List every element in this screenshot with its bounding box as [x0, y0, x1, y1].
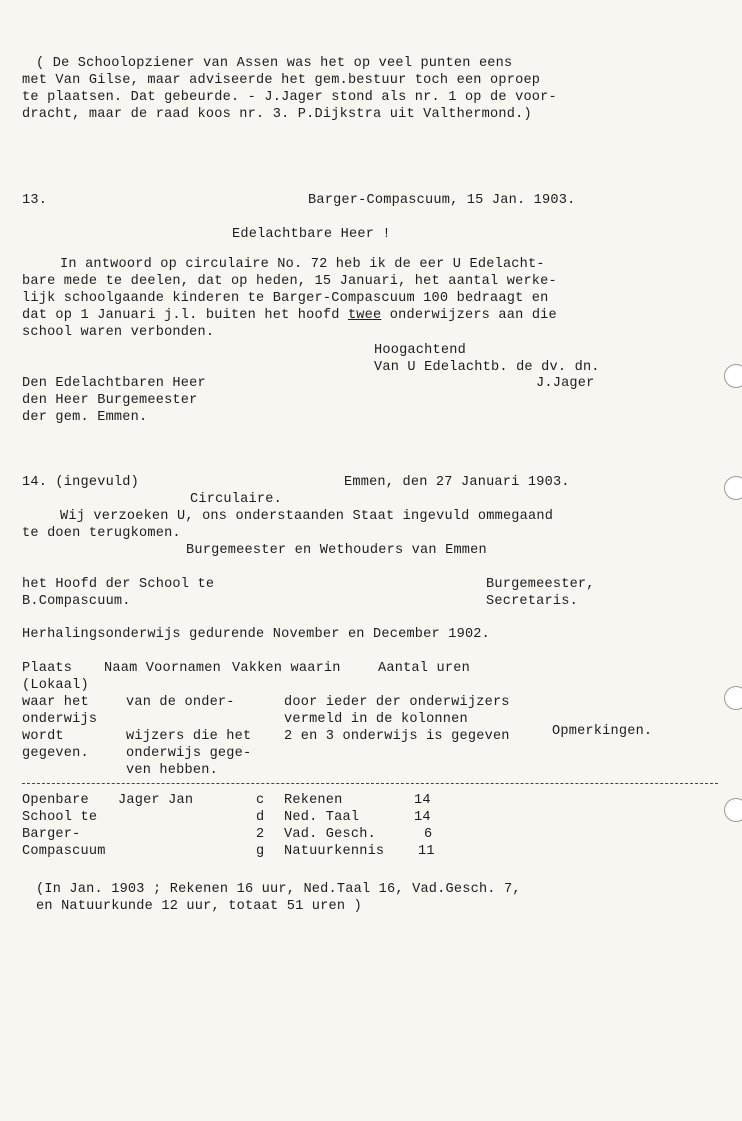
- row-code: c: [256, 793, 265, 808]
- letter13-addressee-1: Den Edelachtbaren Heer: [22, 376, 206, 391]
- header-place-2: (Lokaal): [22, 678, 89, 693]
- letter13-body-line-1: In antwoord op circulaire No. 72 heb ik de eer U Edelacht-: [60, 257, 545, 272]
- punch-hole: [724, 364, 742, 388]
- letter14-body-line-2: te doen terugkomen.: [22, 526, 181, 541]
- header-name-7: ven hebben.: [126, 763, 218, 778]
- header-name-1: Naam Voornamen: [104, 661, 222, 676]
- header-place-4: onderwijs: [22, 712, 98, 727]
- letter13-signature: J.Jager: [536, 376, 595, 391]
- row-code: 2: [256, 827, 265, 842]
- row-place: Compascuum: [22, 844, 106, 859]
- row-hours: 14: [414, 810, 431, 825]
- letter14-to-right-2: Secretaris.: [486, 594, 578, 609]
- letter14-subject: Herhalingsonderwijs gedurende November en December 1902.: [22, 627, 491, 642]
- header-place-5: wordt: [22, 729, 64, 744]
- letter13-salutation: Edelachtbare Heer !: [232, 227, 391, 242]
- letter14-to-left-1: het Hoofd der School te: [22, 577, 215, 592]
- header-place-3: waar het: [22, 695, 89, 710]
- letter13-body-line-3: lijk schoolgaande kinderen te Barger-Compascuum 100 bedraagt en: [22, 291, 549, 306]
- intro-line-3: te plaatsen. Dat gebeurde. - J.Jager stond als nr. 1 op de voor-: [22, 90, 557, 105]
- letter13-body-line-4b: onderwijzers aan die: [381, 308, 557, 323]
- letter13-closing-1: Hoogachtend: [374, 343, 466, 358]
- header-subjects-1: Vakken waarin: [232, 661, 341, 676]
- letter13-body-line-4: [22, 307, 557, 324]
- row-subject: Rekenen: [284, 793, 343, 808]
- row-place: Barger-: [22, 827, 81, 842]
- letter13-number: 13.: [22, 193, 48, 208]
- header-name-3: van de onder-: [126, 695, 235, 710]
- header-subjects-4: vermeld in de kolonnen: [284, 712, 468, 727]
- letter14-place-date: Emmen, den 27 Januari 1903.: [344, 475, 570, 490]
- header-hours: Aantal uren: [378, 661, 470, 676]
- row-place: Openbare: [22, 793, 89, 808]
- letter14-to-left-2: B.Compascuum.: [22, 594, 131, 609]
- letter14-number: 14. (ingevuld): [22, 475, 140, 490]
- header-subjects-5: 2 en 3 onderwijs is gegeven: [284, 729, 510, 744]
- row-hours: 11: [418, 844, 435, 859]
- letter13-body-line-4a: dat op 1 Januari j.l. buiten het hoofd: [22, 308, 348, 323]
- intro-line-4: dracht, maar de raad koos nr. 3. P.Dijkstra uit Valthermond.): [22, 107, 532, 122]
- row-place: School te: [22, 810, 98, 825]
- footnote-line-2: en Natuurkunde 12 uur, totaat 51 uren ): [36, 899, 362, 914]
- row-subject: Vad. Gesch.: [284, 827, 376, 842]
- letter13-addressee-2: den Heer Burgemeester: [22, 393, 198, 408]
- table-divider: [22, 783, 718, 784]
- letter14-sender: Burgemeester en Wethouders van Emmen: [186, 543, 487, 558]
- header-name-6: onderwijs gege-: [126, 746, 252, 761]
- header-remarks: Opmerkingen.: [552, 724, 653, 739]
- punch-hole: [724, 476, 742, 500]
- emphasis-twee: twee: [347, 308, 382, 323]
- letter13-closing-2: Van U Edelachtb. de dv. dn.: [374, 360, 600, 375]
- letter14-to-right-1: Burgemeester,: [486, 577, 595, 592]
- header-place-6: gegeven.: [22, 746, 89, 761]
- row-hours: 14: [414, 793, 431, 808]
- letter13-place-date: Barger-Compascuum, 15 Jan. 1903.: [308, 193, 576, 208]
- letter14-title: Circulaire.: [190, 492, 282, 507]
- intro-line-1: ( De Schoolopziener van Assen was het op veel punten eens: [36, 56, 513, 71]
- header-subjects-3: door ieder der onderwijzers: [284, 695, 510, 710]
- punch-hole: [724, 686, 742, 710]
- row-code: d: [256, 810, 265, 825]
- header-place-1: Plaats: [22, 661, 73, 676]
- letter13-body-line-5: school waren verbonden.: [22, 325, 215, 340]
- footnote-line-1: (In Jan. 1903 ; Rekenen 16 uur, Ned.Taal 16, Vad.Gesch. 7,: [36, 882, 521, 897]
- row-code: g: [256, 844, 265, 859]
- letter13-addressee-3: der gem. Emmen.: [22, 410, 148, 425]
- letter13-body-line-2: bare mede te deelen, dat op heden, 15 Januari, het aantal werke-: [22, 274, 557, 289]
- letter14-body-line-1: Wij verzoeken U, ons onderstaanden Staat ingevuld ommegaand: [60, 509, 554, 524]
- punch-hole: [724, 798, 742, 822]
- header-name-5: wijzers die het: [126, 729, 252, 744]
- row-name: Jager Jan: [118, 793, 194, 808]
- row-subject: Ned. Taal: [284, 810, 360, 825]
- intro-line-2: met Van Gilse, maar adviseerde het gem.bestuur toch een oproep: [22, 73, 541, 88]
- row-hours: 6: [424, 827, 433, 842]
- row-subject: Natuurkennis: [284, 844, 385, 859]
